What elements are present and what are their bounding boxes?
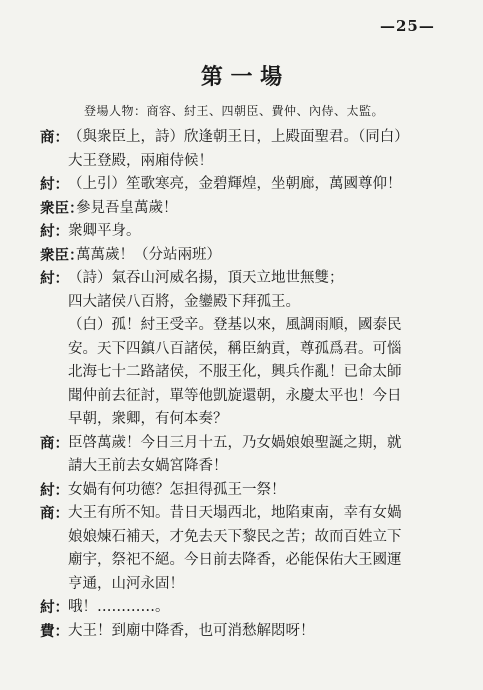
script-line — [40, 314, 460, 338]
dialogue-text: （上引）笙歌寒亮，金碧輝煌，坐朝廊，萬國尊仰！ — [68, 176, 402, 192]
dialogue-text: 早朝，衆卿，有何本奏？ — [68, 411, 228, 427]
script-line — [40, 244, 460, 268]
speaker-label: 紂： — [40, 176, 69, 193]
script-line — [40, 291, 460, 315]
dialogue-text: 聞仲前去征討，單等他凱旋還朝，永慶太平也！今日 — [68, 387, 402, 404]
page-number: —25— — [380, 17, 435, 35]
dialogue-text: 哦！…………。 — [68, 599, 170, 615]
script-line — [40, 526, 460, 550]
dialogue-text: 娘娘煉石補天，才免去天下黎民之苦；故而百姓立下 — [68, 528, 402, 545]
speaker-label — [40, 408, 68, 432]
script-line — [40, 620, 460, 644]
dialogue-text: 廟宇，祭祀不絕。今日前去降香，必能保佑大王國運 — [68, 552, 402, 568]
speaker-label — [40, 314, 68, 338]
dialogue-text: （與衆臣上，詩）欣逢朝王日，上殿面聖君。（同白） — [68, 129, 409, 145]
script-line — [40, 338, 460, 362]
script-line — [40, 479, 460, 503]
speaker-label — [40, 455, 68, 479]
speaker-label: 紂： — [40, 223, 69, 240]
script-line — [40, 361, 460, 385]
dialogue-text: 女媧有何功德？怎担得孤王一祭！ — [68, 481, 286, 498]
speaker-label — [40, 549, 68, 573]
dialogue-text: 安。天下四鎮八百諸侯，稱臣納貢，尊孤爲君。可惱 — [68, 340, 402, 357]
dialogue-text: 大王登殿，兩廂侍候！ — [68, 152, 213, 169]
dialogue-text: 大王有所不知。昔日天塌西北，地陷東南，幸有女媧 — [68, 505, 402, 521]
script-line — [40, 126, 460, 150]
speaker-label: 紂： — [40, 481, 69, 499]
dialogue-text: 萬萬歲！（分站兩班） — [76, 246, 221, 263]
speaker-label: 商： — [40, 505, 69, 522]
speaker-label: 衆臣： — [40, 246, 84, 264]
speaker-label: 商： — [40, 434, 69, 452]
speaker-label — [40, 338, 68, 362]
speaker-label: 費： — [40, 622, 69, 640]
dialogue-text: 參見吾皇萬歲！ — [76, 199, 178, 216]
script-line — [40, 455, 460, 479]
script-line — [40, 502, 460, 526]
script-line — [40, 596, 460, 620]
dialogue-text: 大王！到廟中降香，也可消愁解悶呀！ — [68, 622, 315, 639]
script-line — [40, 267, 460, 291]
dialogue-text: 衆卿平身。 — [68, 223, 141, 239]
dialogue-text: 四大諸侯八百將，金鑾殿下拜孤王。 — [68, 293, 300, 310]
script-line — [40, 573, 460, 597]
dialogue-text: 亨通，山河永固！ — [68, 575, 184, 592]
speaker-label — [40, 291, 68, 315]
speaker-label — [40, 361, 68, 385]
dialogue-text: 臣啓萬歲！今日三月十五，乃女媧娘娘聖誕之期，就 — [68, 434, 402, 451]
cast-list: 登場人物：商容、紂王、四朝臣、費仲、內侍、太監。 — [84, 104, 385, 118]
script-line — [40, 385, 460, 409]
dialogue-text: 請大王前去女媧宮降香！ — [68, 458, 228, 474]
script-body — [40, 126, 460, 643]
speaker-label — [40, 150, 68, 174]
script-line — [40, 408, 460, 432]
speaker-label — [40, 385, 68, 409]
dialogue-text: 北海七十二路諸侯，不服王化，興兵作亂！已命太師 — [68, 364, 402, 380]
script-line — [40, 432, 460, 456]
script-line — [40, 150, 460, 174]
script-line — [40, 173, 460, 197]
speaker-label: 紂： — [40, 270, 69, 287]
scene-title — [0, 60, 483, 91]
speaker-label: 紂： — [40, 599, 69, 616]
speaker-label — [40, 573, 68, 597]
speaker-label: 衆臣： — [40, 199, 84, 217]
dialogue-text: （詩）氣吞山河威名揚，頂天立地世無雙； — [68, 270, 344, 286]
script-line — [40, 197, 460, 221]
scene-title-text: 第 一 場 — [200, 64, 283, 90]
speaker-label — [40, 526, 68, 550]
script-line — [40, 549, 460, 573]
dialogue-text: （白）孤！紂王受辛。登基以來，風調雨順，國泰民 — [68, 317, 402, 333]
speaker-label: 商： — [40, 129, 69, 146]
script-line — [40, 220, 460, 244]
